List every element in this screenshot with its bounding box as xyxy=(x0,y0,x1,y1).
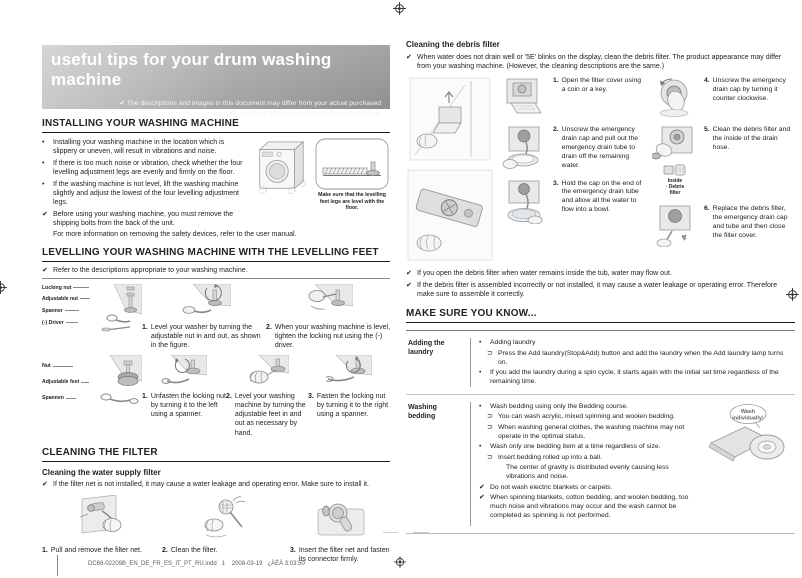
section-heading-installing: INSTALLING YOUR WASHING MACHINE xyxy=(42,118,390,133)
row-content xyxy=(470,402,795,526)
debris-step xyxy=(500,180,645,224)
drain-panel-pulled-illustration xyxy=(407,169,493,261)
cleaning-note: ✔ If the filter net is not installed, it may cause a water leakage and operating error. Make sure to install it. xyxy=(42,480,369,488)
list-item: • If there is too much noise or vibration, check whether the four levelling adjustment legs are evenly and firmly on the floor. xyxy=(42,159,243,177)
step-text: 2. When your washing machine is level, tighten the locking nut using the (-) driver. xyxy=(266,323,391,350)
section-heading-cleaning: CLEANING THE FILTER xyxy=(42,447,390,462)
bedding-figure xyxy=(703,403,791,526)
debris-overview-figures xyxy=(406,77,494,261)
table-line: ⊃ When washing general clothes, the washing machine may not operate in the optimal status. xyxy=(487,423,685,440)
filter-cover-location-illustration xyxy=(409,77,491,161)
subheading-water-supply-filter: Cleaning the water supply filter xyxy=(42,467,161,477)
part-label: Spannen xyxy=(42,395,76,401)
more-info-line: For more information on removing the safety devices, refer to the user manual. xyxy=(53,230,297,238)
left-page xyxy=(42,45,390,564)
levelling-step xyxy=(266,284,390,350)
levelling-step xyxy=(142,284,266,350)
registration-mark-bottom-icon xyxy=(394,556,406,568)
parts-diagram-2 xyxy=(42,355,142,417)
print-footer: DC68-02209B_EN_DE_FR_ES_IT_PT_RU.indd 1 2008-03-19 ¿ÀÈÄ 3:03:50 xyxy=(88,561,305,567)
row-label: Washing bedding xyxy=(408,404,437,421)
remove-filter-net-illustration xyxy=(76,495,128,541)
section-heading-make-sure: MAKE SURE YOU KNOW... xyxy=(406,308,795,323)
levelling-step xyxy=(142,355,226,437)
levelling-note: ✔ Refer to the descriptions appropriate to your washing machine. xyxy=(42,266,248,274)
right-page xyxy=(406,40,795,534)
crop-mark xyxy=(57,555,58,576)
debris-steps-4-6 xyxy=(651,77,795,261)
installing-figures xyxy=(252,138,390,229)
registration-mark-left-icon xyxy=(0,281,7,294)
water-filter-steps xyxy=(42,495,390,564)
levelling-row-2 xyxy=(42,355,390,437)
step-text: 1. Level your washer by turning the adjustable nut in and out, as shown in the figure. xyxy=(142,323,261,350)
speech-bubble-text: individually! xyxy=(732,415,764,422)
step-text: 6. Replace the debris filter, the emergency drain cap and tube and then close the filter cover. xyxy=(704,205,788,239)
pull-drain-tube-illustration xyxy=(501,126,547,170)
part-label: Locking nut xyxy=(42,285,89,291)
part-label: Nut xyxy=(42,363,73,369)
debris-steps-1-3 xyxy=(500,77,645,261)
note-line: ✔ If the debris filter is assembled incorrectly or not installed, it may cause a water leakage or operating error. Therefore make sure to assemble it correctly. xyxy=(406,281,778,298)
step-text: 1. Pull and remove the filter net. xyxy=(42,546,142,554)
step-text: 4. Unscrew the emergency drain cap by turning it counter clockwise. xyxy=(704,77,786,103)
step-text: 3. Hold the cap on the end of the emergency drain tube and allow all the water to flow into a bowl. xyxy=(553,179,642,214)
table-line: ⊃ Press the Add laundry(Stop&Add) button and add the laundry when the Add laundry lamp turns on. xyxy=(487,349,784,366)
bullet-marker: • xyxy=(42,159,45,167)
step-text: 1. Open the filter cover using a coin or a key. xyxy=(553,77,642,94)
washer-foot-parts-illustration xyxy=(98,355,142,415)
subheading-debris-filter: Cleaning the debris filter xyxy=(406,40,500,49)
bullet-marker: • xyxy=(42,180,45,188)
unscrew-drain-cap-illustration xyxy=(652,77,698,117)
parts-diagram-1 xyxy=(42,284,142,336)
debris-step xyxy=(500,126,645,170)
title-banner xyxy=(42,45,390,117)
filter-step xyxy=(162,495,290,564)
washing-machine-illustration xyxy=(252,138,310,196)
check-marker: ✔ xyxy=(406,281,412,289)
part-label: Spanner xyxy=(42,308,79,314)
list-item: • Installing your washing machine in the location which is slippery or uneven, will result in vibrations and noise. xyxy=(42,139,225,156)
adjust-nut-illustration xyxy=(177,284,231,320)
debris-notes xyxy=(406,269,795,299)
page-title: useful tips for your drum washing machine xyxy=(51,50,332,89)
debris-step xyxy=(651,77,795,117)
debris-step xyxy=(500,77,645,117)
table-line: ✔ Do not wash electric blankets or carpets. xyxy=(479,483,613,491)
check-marker: ✔ xyxy=(42,266,48,274)
part-label: (-) Driver xyxy=(42,320,78,326)
installing-section xyxy=(42,138,390,229)
step-text: 3. Fasten the locking nut by turning it to the right using a spanner. xyxy=(308,393,389,419)
table-line: • Wash bedding using only the Bedding course. xyxy=(479,403,629,411)
levelling-step xyxy=(226,355,308,437)
figure-caption: Make sure that the levelling feet legs are level with the floor. xyxy=(318,192,386,211)
check-marker: ✔ xyxy=(42,480,48,488)
filter-step xyxy=(42,495,162,564)
tighten-nut-illustration xyxy=(303,284,353,320)
bullet-marker: • xyxy=(42,139,45,146)
table-line: The center of gravity is distributed evenly causing less vibrations and noise. xyxy=(506,464,669,481)
table-line: ⊃ You can wash acrylic, mixed spinning and woolen bedding. xyxy=(487,413,675,421)
level-floor-illustration xyxy=(315,138,389,190)
table-line: • If you add the laundry during a spin cycle, it starts again with the initial set time regardless of the remaining time. xyxy=(479,369,779,386)
table-line: ⊃ Insert bedding rolled up into a ball. xyxy=(487,453,602,461)
table-line: • Adding laundry xyxy=(479,339,536,347)
bedding-roll-illustration xyxy=(705,403,791,465)
levelling-step xyxy=(308,355,390,437)
debris-step xyxy=(651,205,795,247)
fasten-nut-illustration xyxy=(326,355,372,389)
part-label: Adjustable nut xyxy=(42,296,90,302)
make-sure-table xyxy=(406,330,795,534)
debris-filter-part-icon xyxy=(662,163,688,177)
open-filter-cover-illustration xyxy=(501,77,547,117)
section-heading-levelling: LEVELLING YOUR WASHING MACHINE WITH THE LEVELLING FEET xyxy=(42,247,390,262)
table-line: ✔ When spinning blankets, cotton bedding, and woolen bedding, too much noise and vibrations may occur and the wash cannot be completed as spinning is not performed. xyxy=(479,494,689,520)
step-text: 2. Unscrew the emergency drain cap and pull out the emergency drain tube to drain off the remaining water. xyxy=(553,126,639,169)
list-item: ✔ Before using your washing machine, you must remove the shipping bolts from the back of the unit. xyxy=(42,211,234,228)
step-text: 1. Unfasten the locking nut by turning it to the left using a spanner. xyxy=(142,393,226,419)
divider-line xyxy=(42,278,390,279)
banner-note: ✔ The descriptions and images in this document may differ from your actual purchased product. For more information, refer to the user manual. xyxy=(119,100,381,117)
insert-filter-net-illustration xyxy=(312,495,368,541)
part-label: Adjustable feet xyxy=(42,379,89,385)
replace-filter-illustration xyxy=(652,205,698,247)
unfasten-nut-illustration xyxy=(161,355,207,389)
check-marker: ✔ xyxy=(42,211,48,219)
clean-debris-filter-illustration xyxy=(652,126,698,162)
levelling-row-1 xyxy=(42,284,390,350)
turn-foot-by-hand-illustration xyxy=(245,355,289,389)
levelling-feet-figure xyxy=(314,138,390,212)
debris-steps-grid xyxy=(406,77,795,261)
step-text: 3. Insert the filter net and fasten its connector firmly. xyxy=(290,546,390,563)
drain-into-bowl-illustration xyxy=(501,180,547,224)
washer-corner-parts-illustration xyxy=(100,284,142,336)
step-text: 2. Level your washing machine by turning the adjustable feet in and out as necessary by hand. xyxy=(226,393,306,437)
table-line: • Wash only one bedding item at a time regardless of size. xyxy=(479,443,661,451)
step-text: 2. Clean the filter. xyxy=(162,546,218,554)
check-marker: ✔ xyxy=(406,54,412,61)
filter-step xyxy=(290,495,390,564)
debris-step xyxy=(651,126,795,196)
speech-bubble-text: Wash xyxy=(740,409,756,416)
inside-debris-filter-label: Inside · Debris filter xyxy=(665,178,685,197)
check-marker: ✔ xyxy=(406,270,412,278)
registration-mark-top-icon xyxy=(393,2,406,15)
row-content xyxy=(470,338,795,387)
list-item: • If the washing machine is not level, lift the washing machine slightly and adjust the lowest of the four levelling adjustment legs. xyxy=(42,180,239,207)
clean-filter-illustration xyxy=(200,495,252,541)
step-text: 5. Clean the debris filter and the inside of the drain hose. xyxy=(704,126,791,152)
table-row xyxy=(406,331,795,395)
debris-note: ✔ When water does not drain well or '5E' blinks on the display, clean the debris filter. The product appearance may differ from your washing machine. (However, the cleaning descriptions are the same.) xyxy=(406,54,782,71)
installing-bullets xyxy=(42,138,248,229)
note-line: ✔ If you open the debris filter when water remains inside the tub, water may flow out. xyxy=(406,270,672,278)
row-label: Adding the laundry xyxy=(408,340,445,357)
table-row xyxy=(406,395,795,533)
